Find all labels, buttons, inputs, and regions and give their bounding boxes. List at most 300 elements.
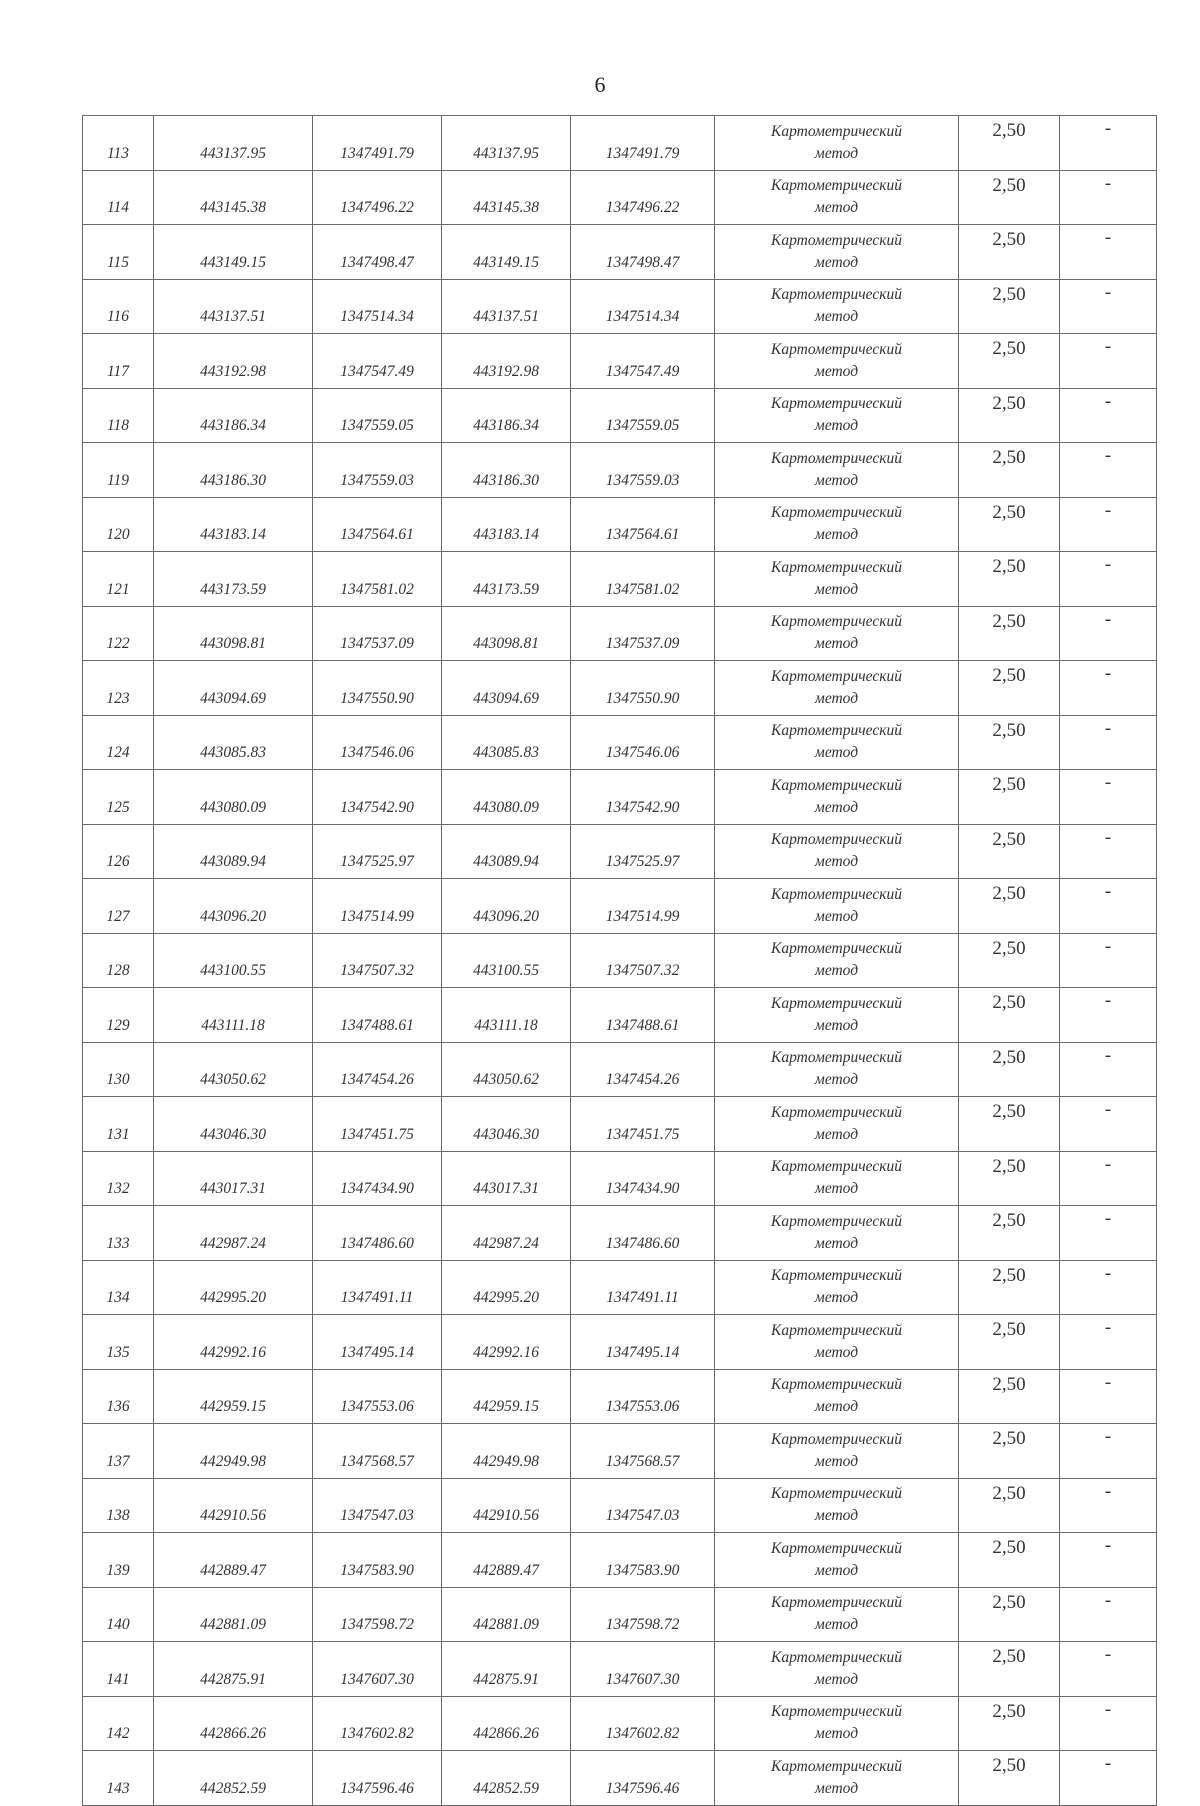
coordinates-table bbox=[82, 115, 1157, 1806]
x-new-cell: 442875.91 bbox=[442, 1642, 571, 1697]
y-existing-cell: 1347514.34 bbox=[313, 279, 442, 334]
y-new-cell: 1347568.57 bbox=[571, 1424, 715, 1479]
point-number-cell: 118 bbox=[83, 388, 154, 443]
method-cell bbox=[715, 225, 959, 280]
x-existing-cell: 443183.14 bbox=[154, 497, 313, 552]
note-cell: - bbox=[1060, 170, 1157, 225]
y-new-cell: 1347537.09 bbox=[571, 606, 715, 661]
note-cell: - bbox=[1060, 334, 1157, 389]
y-existing-cell: 1347507.32 bbox=[313, 933, 442, 988]
x-existing-cell: 443186.30 bbox=[154, 443, 313, 498]
method-line: метод bbox=[814, 1343, 859, 1361]
method-line: метод bbox=[814, 526, 859, 544]
y-new-cell: 1347486.60 bbox=[571, 1206, 715, 1261]
point-number-cell: 135 bbox=[83, 1315, 154, 1370]
x-existing-cell: 443111.18 bbox=[154, 988, 313, 1043]
x-existing-cell: 442995.20 bbox=[154, 1260, 313, 1315]
table-row bbox=[83, 879, 1157, 934]
method-cell bbox=[715, 1751, 959, 1806]
method-cell bbox=[715, 1151, 959, 1206]
method-cell bbox=[715, 1369, 959, 1424]
y-existing-cell: 1347486.60 bbox=[313, 1206, 442, 1261]
note-cell: - bbox=[1060, 1696, 1157, 1751]
note-cell: - bbox=[1060, 879, 1157, 934]
x-new-cell: 442992.16 bbox=[442, 1315, 571, 1370]
y-existing-cell: 1347495.14 bbox=[313, 1315, 442, 1370]
note-cell: - bbox=[1060, 388, 1157, 443]
method-line: Картометрический bbox=[771, 831, 902, 849]
y-new-cell: 1347607.30 bbox=[571, 1642, 715, 1697]
point-number-cell: 139 bbox=[83, 1533, 154, 1588]
y-new-cell: 1347488.61 bbox=[571, 988, 715, 1043]
x-new-cell: 443100.55 bbox=[442, 933, 571, 988]
x-existing-cell: 443089.94 bbox=[154, 824, 313, 879]
y-existing-cell: 1347550.90 bbox=[313, 661, 442, 716]
x-new-cell: 443098.81 bbox=[442, 606, 571, 661]
x-new-cell: 443186.30 bbox=[442, 443, 571, 498]
precision-cell: 2,50 bbox=[959, 824, 1060, 879]
x-new-cell: 443050.62 bbox=[442, 1042, 571, 1097]
method-cell bbox=[715, 1642, 959, 1697]
x-new-cell: 442866.26 bbox=[442, 1696, 571, 1751]
point-number-cell: 131 bbox=[83, 1097, 154, 1152]
y-existing-cell: 1347546.06 bbox=[313, 715, 442, 770]
y-existing-cell: 1347498.47 bbox=[313, 225, 442, 280]
x-existing-cell: 443100.55 bbox=[154, 933, 313, 988]
note-cell: - bbox=[1060, 116, 1157, 171]
method-line: метод bbox=[814, 417, 859, 435]
y-new-cell: 1347507.32 bbox=[571, 933, 715, 988]
method-line: Картометрический bbox=[771, 122, 902, 140]
precision-cell: 2,50 bbox=[959, 1369, 1060, 1424]
x-existing-cell: 443137.95 bbox=[154, 116, 313, 171]
x-existing-cell: 442992.16 bbox=[154, 1315, 313, 1370]
table-row bbox=[83, 933, 1157, 988]
table-row bbox=[83, 1587, 1157, 1642]
precision-cell: 2,50 bbox=[959, 770, 1060, 825]
method-line: Картометрический bbox=[771, 231, 902, 249]
table-row bbox=[83, 443, 1157, 498]
y-new-cell: 1347583.90 bbox=[571, 1533, 715, 1588]
precision-cell: 2,50 bbox=[959, 497, 1060, 552]
x-existing-cell: 442959.15 bbox=[154, 1369, 313, 1424]
y-new-cell: 1347559.03 bbox=[571, 443, 715, 498]
table-row bbox=[83, 1369, 1157, 1424]
method-line: метод bbox=[814, 580, 859, 598]
method-line: метод bbox=[814, 1561, 859, 1579]
method-line: Картометрический bbox=[771, 1267, 902, 1285]
y-new-cell: 1347564.61 bbox=[571, 497, 715, 552]
note-cell: - bbox=[1060, 1587, 1157, 1642]
y-existing-cell: 1347525.97 bbox=[313, 824, 442, 879]
method-cell bbox=[715, 1315, 959, 1370]
table-row bbox=[83, 1315, 1157, 1370]
x-new-cell: 442881.09 bbox=[442, 1587, 571, 1642]
note-cell: - bbox=[1060, 606, 1157, 661]
point-number-cell: 140 bbox=[83, 1587, 154, 1642]
x-new-cell: 443137.95 bbox=[442, 116, 571, 171]
y-existing-cell: 1347596.46 bbox=[313, 1751, 442, 1806]
y-existing-cell: 1347454.26 bbox=[313, 1042, 442, 1097]
point-number-cell: 113 bbox=[83, 116, 154, 171]
x-existing-cell: 443137.51 bbox=[154, 279, 313, 334]
method-cell bbox=[715, 988, 959, 1043]
x-new-cell: 442987.24 bbox=[442, 1206, 571, 1261]
y-new-cell: 1347491.11 bbox=[571, 1260, 715, 1315]
x-new-cell: 443094.69 bbox=[442, 661, 571, 716]
note-cell: - bbox=[1060, 279, 1157, 334]
x-new-cell: 443089.94 bbox=[442, 824, 571, 879]
method-line: Картометрический bbox=[771, 1376, 902, 1394]
table-row bbox=[83, 715, 1157, 770]
method-line: Картометрический bbox=[771, 1321, 902, 1339]
precision-cell: 2,50 bbox=[959, 1424, 1060, 1479]
x-new-cell: 443173.59 bbox=[442, 552, 571, 607]
note-cell: - bbox=[1060, 1315, 1157, 1370]
precision-cell: 2,50 bbox=[959, 1696, 1060, 1751]
y-existing-cell: 1347564.61 bbox=[313, 497, 442, 552]
note-cell: - bbox=[1060, 1151, 1157, 1206]
note-cell: - bbox=[1060, 225, 1157, 280]
x-existing-cell: 442910.56 bbox=[154, 1478, 313, 1533]
table-row bbox=[83, 225, 1157, 280]
table-row bbox=[83, 1478, 1157, 1533]
table-row bbox=[83, 1260, 1157, 1315]
precision-cell: 2,50 bbox=[959, 1642, 1060, 1697]
precision-cell: 2,50 bbox=[959, 552, 1060, 607]
method-line: Картометрический bbox=[771, 449, 902, 467]
y-existing-cell: 1347514.99 bbox=[313, 879, 442, 934]
y-new-cell: 1347451.75 bbox=[571, 1097, 715, 1152]
method-line: Картометрический bbox=[771, 613, 902, 631]
x-existing-cell: 443080.09 bbox=[154, 770, 313, 825]
method-cell bbox=[715, 661, 959, 716]
y-new-cell: 1347596.46 bbox=[571, 1751, 715, 1806]
note-cell: - bbox=[1060, 552, 1157, 607]
method-cell bbox=[715, 388, 959, 443]
method-line: метод bbox=[814, 907, 859, 925]
note-cell: - bbox=[1060, 1751, 1157, 1806]
y-new-cell: 1347495.14 bbox=[571, 1315, 715, 1370]
table-row bbox=[83, 1042, 1157, 1097]
method-line: метод bbox=[814, 962, 859, 980]
table-row bbox=[83, 606, 1157, 661]
method-cell bbox=[715, 1696, 959, 1751]
x-existing-cell: 443192.98 bbox=[154, 334, 313, 389]
table-row bbox=[83, 770, 1157, 825]
precision-cell: 2,50 bbox=[959, 1751, 1060, 1806]
y-new-cell: 1347598.72 bbox=[571, 1587, 715, 1642]
method-line: метод bbox=[814, 362, 859, 380]
x-new-cell: 442949.98 bbox=[442, 1424, 571, 1479]
y-new-cell: 1347547.49 bbox=[571, 334, 715, 389]
method-cell bbox=[715, 879, 959, 934]
method-line: метод bbox=[814, 635, 859, 653]
method-line: метод bbox=[814, 144, 859, 162]
precision-cell: 2,50 bbox=[959, 170, 1060, 225]
table-row bbox=[83, 116, 1157, 171]
method-line: Картометрический bbox=[771, 940, 902, 958]
note-cell: - bbox=[1060, 933, 1157, 988]
y-existing-cell: 1347542.90 bbox=[313, 770, 442, 825]
precision-cell: 2,50 bbox=[959, 1533, 1060, 1588]
y-existing-cell: 1347434.90 bbox=[313, 1151, 442, 1206]
method-line: Картометрический bbox=[771, 722, 902, 740]
table-row bbox=[83, 1206, 1157, 1261]
point-number-cell: 142 bbox=[83, 1696, 154, 1751]
note-cell: - bbox=[1060, 715, 1157, 770]
method-line: метод bbox=[814, 1016, 859, 1034]
precision-cell: 2,50 bbox=[959, 715, 1060, 770]
method-line: Картометрический bbox=[771, 286, 902, 304]
method-line: Картометрический bbox=[771, 1648, 902, 1666]
table-row bbox=[83, 279, 1157, 334]
y-existing-cell: 1347607.30 bbox=[313, 1642, 442, 1697]
y-existing-cell: 1347491.79 bbox=[313, 116, 442, 171]
method-line: метод bbox=[814, 1125, 859, 1143]
point-number-cell: 134 bbox=[83, 1260, 154, 1315]
note-cell: - bbox=[1060, 1206, 1157, 1261]
y-existing-cell: 1347537.09 bbox=[313, 606, 442, 661]
y-new-cell: 1347602.82 bbox=[571, 1696, 715, 1751]
y-new-cell: 1347434.90 bbox=[571, 1151, 715, 1206]
x-new-cell: 443046.30 bbox=[442, 1097, 571, 1152]
table-row bbox=[83, 824, 1157, 879]
x-new-cell: 443017.31 bbox=[442, 1151, 571, 1206]
note-cell: - bbox=[1060, 1260, 1157, 1315]
method-line: Картометрический bbox=[771, 1158, 902, 1176]
method-line: Картометрический bbox=[771, 1539, 902, 1557]
table-row bbox=[83, 497, 1157, 552]
y-existing-cell: 1347491.11 bbox=[313, 1260, 442, 1315]
table-body bbox=[83, 116, 1157, 1806]
x-new-cell: 442995.20 bbox=[442, 1260, 571, 1315]
point-number-cell: 114 bbox=[83, 170, 154, 225]
method-line: Картометрический bbox=[771, 667, 902, 685]
x-new-cell: 443080.09 bbox=[442, 770, 571, 825]
point-number-cell: 122 bbox=[83, 606, 154, 661]
y-new-cell: 1347547.03 bbox=[571, 1478, 715, 1533]
x-existing-cell: 443046.30 bbox=[154, 1097, 313, 1152]
method-line: Картометрический bbox=[771, 177, 902, 195]
method-line: метод bbox=[814, 1507, 859, 1525]
y-new-cell: 1347581.02 bbox=[571, 552, 715, 607]
x-existing-cell: 443050.62 bbox=[154, 1042, 313, 1097]
point-number-cell: 132 bbox=[83, 1151, 154, 1206]
x-existing-cell: 442866.26 bbox=[154, 1696, 313, 1751]
x-existing-cell: 443085.83 bbox=[154, 715, 313, 770]
x-existing-cell: 442987.24 bbox=[154, 1206, 313, 1261]
y-new-cell: 1347553.06 bbox=[571, 1369, 715, 1424]
note-cell: - bbox=[1060, 497, 1157, 552]
method-cell bbox=[715, 334, 959, 389]
precision-cell: 2,50 bbox=[959, 1206, 1060, 1261]
method-line: метод bbox=[814, 798, 859, 816]
precision-cell: 2,50 bbox=[959, 1260, 1060, 1315]
method-cell bbox=[715, 552, 959, 607]
precision-cell: 2,50 bbox=[959, 116, 1060, 171]
table-row bbox=[83, 388, 1157, 443]
x-existing-cell: 443186.34 bbox=[154, 388, 313, 443]
method-line: Картометрический bbox=[771, 1703, 902, 1721]
point-number-cell: 126 bbox=[83, 824, 154, 879]
point-number-cell: 136 bbox=[83, 1369, 154, 1424]
point-number-cell: 123 bbox=[83, 661, 154, 716]
point-number-cell: 121 bbox=[83, 552, 154, 607]
point-number-cell: 117 bbox=[83, 334, 154, 389]
point-number-cell: 138 bbox=[83, 1478, 154, 1533]
method-line: метод bbox=[814, 1725, 859, 1743]
y-existing-cell: 1347553.06 bbox=[313, 1369, 442, 1424]
method-cell bbox=[715, 1424, 959, 1479]
y-new-cell: 1347559.05 bbox=[571, 388, 715, 443]
method-line: метод bbox=[814, 1670, 859, 1688]
x-new-cell: 443183.14 bbox=[442, 497, 571, 552]
method-cell bbox=[715, 933, 959, 988]
method-line: Картометрический bbox=[771, 1430, 902, 1448]
precision-cell: 2,50 bbox=[959, 879, 1060, 934]
method-line: Картометрический bbox=[771, 340, 902, 358]
y-existing-cell: 1347488.61 bbox=[313, 988, 442, 1043]
point-number-cell: 130 bbox=[83, 1042, 154, 1097]
x-new-cell: 443149.15 bbox=[442, 225, 571, 280]
y-new-cell: 1347550.90 bbox=[571, 661, 715, 716]
y-new-cell: 1347546.06 bbox=[571, 715, 715, 770]
precision-cell: 2,50 bbox=[959, 933, 1060, 988]
note-cell: - bbox=[1060, 661, 1157, 716]
method-line: Картометрический bbox=[771, 395, 902, 413]
x-existing-cell: 443017.31 bbox=[154, 1151, 313, 1206]
method-cell bbox=[715, 279, 959, 334]
precision-cell: 2,50 bbox=[959, 606, 1060, 661]
method-line: Картометрический bbox=[771, 776, 902, 794]
y-existing-cell: 1347559.03 bbox=[313, 443, 442, 498]
x-existing-cell: 442875.91 bbox=[154, 1642, 313, 1697]
y-existing-cell: 1347496.22 bbox=[313, 170, 442, 225]
method-line: Картометрический bbox=[771, 1103, 902, 1121]
point-number-cell: 143 bbox=[83, 1751, 154, 1806]
method-cell bbox=[715, 1042, 959, 1097]
point-number-cell: 115 bbox=[83, 225, 154, 280]
precision-cell: 2,50 bbox=[959, 225, 1060, 280]
method-cell bbox=[715, 497, 959, 552]
x-existing-cell: 443098.81 bbox=[154, 606, 313, 661]
note-cell: - bbox=[1060, 1533, 1157, 1588]
x-new-cell: 442910.56 bbox=[442, 1478, 571, 1533]
method-cell bbox=[715, 770, 959, 825]
method-line: метод bbox=[814, 471, 859, 489]
method-line: Картометрический bbox=[771, 1485, 902, 1503]
precision-cell: 2,50 bbox=[959, 279, 1060, 334]
x-new-cell: 443096.20 bbox=[442, 879, 571, 934]
method-line: Картометрический bbox=[771, 994, 902, 1012]
point-number-cell: 119 bbox=[83, 443, 154, 498]
method-line: метод bbox=[814, 1398, 859, 1416]
table-row bbox=[83, 334, 1157, 389]
y-existing-cell: 1347598.72 bbox=[313, 1587, 442, 1642]
precision-cell: 2,50 bbox=[959, 988, 1060, 1043]
method-line: Картометрический bbox=[771, 1594, 902, 1612]
note-cell: - bbox=[1060, 1642, 1157, 1697]
method-line: Картометрический bbox=[771, 558, 902, 576]
note-cell: - bbox=[1060, 1369, 1157, 1424]
method-cell bbox=[715, 824, 959, 879]
method-cell bbox=[715, 606, 959, 661]
precision-cell: 2,50 bbox=[959, 1478, 1060, 1533]
method-line: метод bbox=[814, 1234, 859, 1252]
point-number-cell: 127 bbox=[83, 879, 154, 934]
method-line: Картометрический bbox=[771, 1757, 902, 1775]
x-existing-cell: 442949.98 bbox=[154, 1424, 313, 1479]
x-new-cell: 443111.18 bbox=[442, 988, 571, 1043]
method-cell bbox=[715, 715, 959, 770]
x-existing-cell: 443149.15 bbox=[154, 225, 313, 280]
x-new-cell: 443145.38 bbox=[442, 170, 571, 225]
table-row bbox=[83, 988, 1157, 1043]
point-number-cell: 128 bbox=[83, 933, 154, 988]
method-line: метод bbox=[814, 853, 859, 871]
point-number-cell: 133 bbox=[83, 1206, 154, 1261]
method-line: метод bbox=[814, 1452, 859, 1470]
precision-cell: 2,50 bbox=[959, 334, 1060, 389]
point-number-cell: 141 bbox=[83, 1642, 154, 1697]
method-cell bbox=[715, 170, 959, 225]
method-cell bbox=[715, 1478, 959, 1533]
x-existing-cell: 443094.69 bbox=[154, 661, 313, 716]
table-row bbox=[83, 1696, 1157, 1751]
table-row bbox=[83, 1424, 1157, 1479]
x-existing-cell: 442881.09 bbox=[154, 1587, 313, 1642]
y-new-cell: 1347496.22 bbox=[571, 170, 715, 225]
point-number-cell: 125 bbox=[83, 770, 154, 825]
x-new-cell: 442889.47 bbox=[442, 1533, 571, 1588]
precision-cell: 2,50 bbox=[959, 1151, 1060, 1206]
page-number: 6 bbox=[594, 72, 606, 97]
point-number-cell: 116 bbox=[83, 279, 154, 334]
precision-cell: 2,50 bbox=[959, 443, 1060, 498]
method-cell bbox=[715, 1533, 959, 1588]
x-existing-cell: 443096.20 bbox=[154, 879, 313, 934]
x-existing-cell: 442889.47 bbox=[154, 1533, 313, 1588]
method-cell bbox=[715, 116, 959, 171]
method-line: метод bbox=[814, 744, 859, 762]
y-new-cell: 1347514.34 bbox=[571, 279, 715, 334]
y-new-cell: 1347491.79 bbox=[571, 116, 715, 171]
table-row bbox=[83, 1642, 1157, 1697]
method-line: метод bbox=[814, 689, 859, 707]
table-row bbox=[83, 1151, 1157, 1206]
note-cell: - bbox=[1060, 988, 1157, 1043]
method-line: Картометрический bbox=[771, 885, 902, 903]
method-line: Картометрический bbox=[771, 1212, 902, 1230]
x-new-cell: 443137.51 bbox=[442, 279, 571, 334]
note-cell: - bbox=[1060, 824, 1157, 879]
x-existing-cell: 443145.38 bbox=[154, 170, 313, 225]
precision-cell: 2,50 bbox=[959, 388, 1060, 443]
note-cell: - bbox=[1060, 1042, 1157, 1097]
point-number-cell: 120 bbox=[83, 497, 154, 552]
y-existing-cell: 1347559.05 bbox=[313, 388, 442, 443]
x-existing-cell: 443173.59 bbox=[154, 552, 313, 607]
x-new-cell: 443186.34 bbox=[442, 388, 571, 443]
x-existing-cell: 442852.59 bbox=[154, 1751, 313, 1806]
method-cell bbox=[715, 1587, 959, 1642]
method-line: Картометрический bbox=[771, 1049, 902, 1067]
precision-cell: 2,50 bbox=[959, 1097, 1060, 1152]
method-line: метод bbox=[814, 199, 859, 217]
y-existing-cell: 1347581.02 bbox=[313, 552, 442, 607]
point-number-cell: 124 bbox=[83, 715, 154, 770]
